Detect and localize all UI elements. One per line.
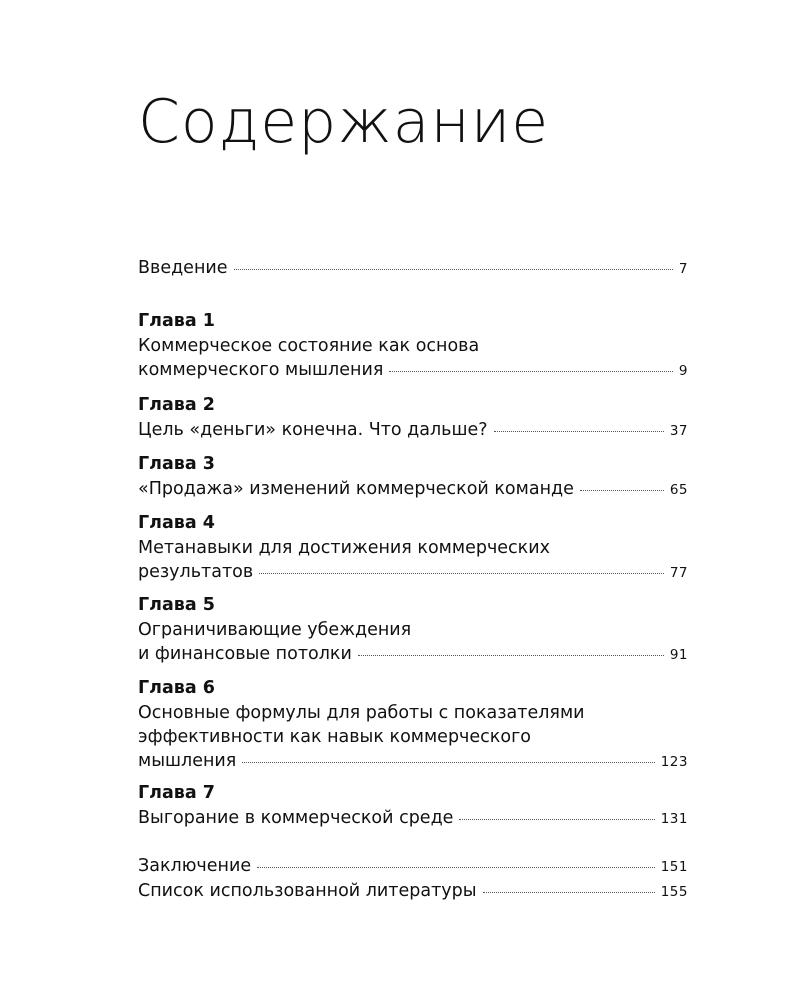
chapter-title-line: Основные формулы для работы с показателями (138, 703, 585, 723)
chapter-title-line: Ограничивающие убеждения (138, 620, 412, 640)
chapter-label: Глава 3 (138, 454, 215, 474)
dot-leader (358, 655, 664, 656)
toc-chapter-1[interactable] (138, 308, 688, 382)
chapter-label: Глава 6 (138, 678, 215, 698)
page-number: 155 (660, 884, 688, 900)
page-number: 91 (669, 647, 688, 663)
chapter-title-line: Выгорание в коммерческой среде (138, 808, 454, 828)
dot-leader (242, 762, 654, 763)
toc-chapter-4[interactable] (138, 510, 688, 584)
toc-chapter-2[interactable] (138, 392, 688, 442)
page-number: 77 (669, 565, 688, 581)
page-number: 9 (678, 363, 688, 379)
page-number: 37 (669, 423, 688, 439)
chapter-title-line: «Продажа» изменений коммерческой команде (138, 479, 574, 499)
chapter-label: Глава 5 (138, 595, 215, 615)
dot-leader (580, 490, 664, 491)
dot-leader (389, 371, 673, 372)
chapter-title-line: Цель «деньги» конечна. Что дальше? (138, 420, 488, 440)
page-number: 131 (660, 811, 688, 827)
dot-leader (459, 819, 654, 820)
toc-entry-references[interactable] (138, 879, 688, 903)
toc-entry-text: Заключение (138, 856, 252, 876)
chapter-label: Глава 2 (138, 395, 215, 415)
chapter-title-line: и финансовые потолки (138, 644, 352, 664)
chapter-title-line: результатов (138, 562, 254, 582)
dot-leader (234, 269, 673, 270)
page-number: 151 (660, 859, 688, 875)
toc-chapter-7[interactable] (138, 780, 688, 830)
dot-leader (494, 431, 664, 432)
page-number: 7 (678, 261, 688, 277)
page-number: 123 (660, 754, 688, 770)
chapter-title-line: эффективности как навык коммерческого (138, 727, 531, 747)
chapter-label: Глава 4 (138, 513, 215, 533)
chapter-title-line: коммерческого мышления (138, 360, 384, 380)
dot-leader (483, 892, 655, 893)
toc-chapter-5[interactable] (138, 592, 688, 666)
toc-entry-text: Введение (138, 258, 228, 278)
toc-chapter-6[interactable] (138, 675, 688, 773)
toc-entry-intro[interactable] (138, 256, 688, 280)
chapter-label: Глава 1 (138, 311, 215, 331)
dot-leader (257, 867, 655, 868)
toc-entry-text: Список использованной литературы (138, 881, 477, 901)
dot-leader (259, 573, 664, 574)
chapter-title-line: Коммерческое состояние как основа (138, 336, 480, 356)
toc-entry-conclusion[interactable] (138, 854, 688, 878)
chapter-title-line: мышления (138, 751, 237, 771)
toc-chapter-3[interactable] (138, 451, 688, 501)
chapter-title-line: Метанавыки для достижения коммерческих (138, 538, 550, 558)
page-title: Содержание (138, 87, 550, 157)
chapter-label: Глава 7 (138, 783, 215, 803)
page-number: 65 (669, 482, 688, 498)
